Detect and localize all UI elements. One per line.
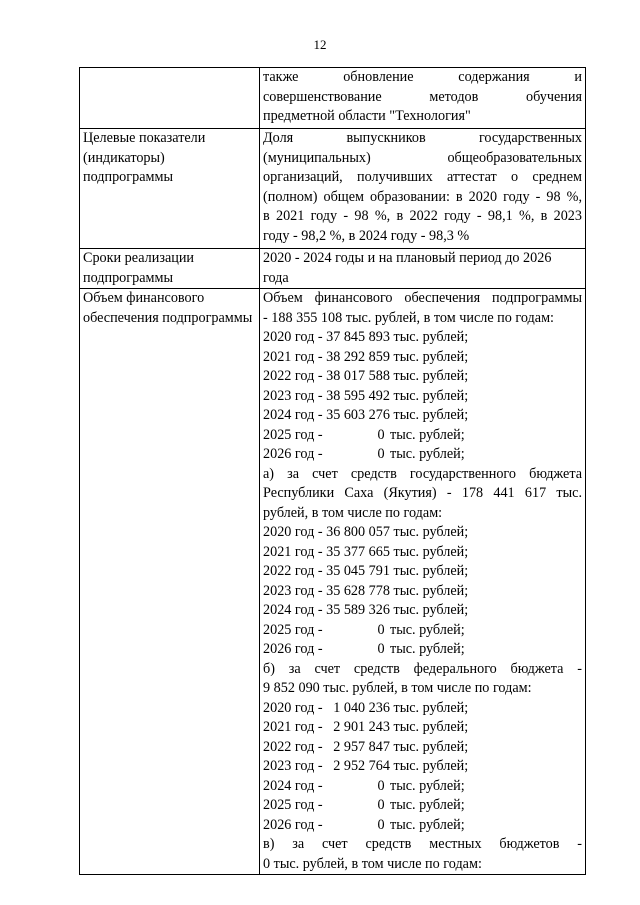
row-value (260, 68, 586, 129)
year-label: 2024 год - (263, 777, 323, 794)
year-amount-line (263, 796, 582, 816)
year-label: 2026 год - (263, 816, 323, 833)
year-label: 2025 год - (263, 426, 323, 443)
text-line: 2020 - 2024 годы и на плановый период до 2026 (263, 250, 552, 266)
amount-value: 1 040 236 (333, 699, 390, 716)
amount-value: 2 957 847 (333, 738, 390, 755)
amount-value: 0 (377, 816, 385, 833)
year-amount-line: 2021 год - 38 292 859 тыс. рублей; (263, 348, 469, 365)
year-label: 2025 год - (263, 797, 323, 813)
amount-value: 0 (377, 777, 385, 794)
text-line: Доля выпускников государственных (263, 130, 582, 146)
text-line: Республики Саха (Якутия) - 178 441 617 тыс. (263, 485, 582, 501)
amount-value: 0 (377, 797, 385, 813)
year-label: 2022 год - (263, 738, 323, 755)
text-line: (полном) общем образовании: в 2020 году - 98 %, (263, 188, 582, 205)
amount-unit: тыс. рублей; (390, 777, 465, 794)
year-amount-line (263, 445, 582, 465)
row-label: Сроки реализации подпрограммы (80, 249, 260, 289)
text-line: в) за счет средств местных бюджетов - (263, 836, 582, 852)
row-label (80, 68, 260, 129)
row-value (260, 129, 586, 249)
amount-unit: тыс. рублей; (393, 738, 469, 755)
year-amount-line: 2022 год - 38 017 588 тыс. рублей; (263, 368, 469, 384)
text-line: предметной области "Технология" (263, 108, 471, 124)
amount-value: 0 (377, 641, 385, 657)
amount-value: 0 (377, 621, 385, 638)
year-label: 2026 год - (263, 641, 323, 657)
year-amount-line (263, 777, 582, 797)
row-value (260, 249, 586, 289)
amount-unit: тыс. рублей; (393, 699, 469, 716)
amount-value: 2 952 764 (333, 758, 390, 774)
year-amount-line: 2024 год - 35 589 326 тыс. рублей; (263, 602, 469, 618)
subprogram-passport-table (79, 67, 586, 875)
amount-unit: тыс. рублей; (390, 816, 465, 833)
row-label: Объем финансового обеспечения подпрограммы (80, 289, 260, 875)
text-line: б) за счет средств федерального бюджета - (263, 660, 582, 677)
year-amount-line: 2024 год - 35 603 276 тыс. рублей; (263, 407, 469, 423)
year-label: 2020 год - (263, 699, 323, 716)
table-row (80, 129, 586, 249)
amount-unit: тыс. рублей; (393, 719, 469, 735)
text-line: рублей, в том числе по годам: (263, 504, 443, 521)
row-label: Целевые показатели (индикаторы) подпрограммы (80, 129, 260, 249)
text-line: совершенствование методов обучения (263, 88, 582, 105)
year-label: 2026 год - (263, 446, 323, 462)
text-line: а) за счет средств государственного бюджета (263, 465, 582, 482)
year-label: 2021 год - (263, 719, 323, 735)
amount-value: 0 (377, 426, 385, 443)
amount-unit: тыс. рублей; (390, 426, 465, 443)
year-amount-line: 2023 год - 38 595 492 тыс. рублей; (263, 387, 469, 404)
table-row (80, 289, 586, 875)
year-amount-line (263, 757, 582, 777)
year-amount-line (263, 640, 582, 660)
amount-unit: тыс. рублей; (393, 758, 469, 774)
text-line: в 2021 году - 98 %, в 2022 году - 98,1 %, в 2023 (263, 208, 582, 224)
year-amount-line (263, 816, 582, 836)
year-amount-line: 2020 год - 37 845 893 тыс. рублей; (263, 329, 469, 345)
year-amount-line: 2020 год - 36 800 057 тыс. рублей; (263, 524, 469, 540)
page-number: 12 (313, 37, 327, 52)
text-line: 0 тыс. рублей, в том числе по годам: (263, 855, 482, 872)
text-line: году - 98,2 %, в 2024 году - 98,3 % (263, 227, 470, 244)
year-amount-line: 2022 год - 35 045 791 тыс. рублей; (263, 563, 469, 579)
row-value (260, 289, 586, 875)
year-label: 2025 год - (263, 621, 323, 638)
text-line: (муниципальных) общеобразовательных (263, 149, 582, 166)
year-amount-line (263, 621, 582, 641)
amount-unit: тыс. рублей; (390, 621, 465, 638)
amount-unit: тыс. рублей; (390, 641, 465, 657)
amount-unit: тыс. рублей; (390, 446, 465, 462)
year-amount-line: 2021 год - 35 377 665 тыс. рублей; (263, 543, 469, 560)
amount-value: 2 901 243 (333, 719, 390, 735)
year-amount-line (263, 718, 582, 738)
text-line: организаций, получивших аттестат о среднем (263, 169, 582, 185)
table-row (80, 249, 586, 289)
year-amount-line (263, 738, 582, 758)
text-line: также обновление содержания и (263, 69, 582, 85)
text-line: 9 852 090 тыс. рублей, в том числе по годам: (263, 680, 532, 696)
text-line: года (263, 269, 289, 286)
amount-value: 0 (377, 446, 385, 462)
year-amount-line: 2023 год - 35 628 778 тыс. рублей; (263, 582, 469, 599)
year-amount-line (263, 426, 582, 446)
text-line: - 188 355 108 тыс. рублей, в том числе по годам: (263, 309, 554, 326)
year-amount-line (263, 699, 582, 719)
text-line: Объем финансового обеспечения подпрограммы (263, 290, 582, 306)
amount-unit: тыс. рублей; (390, 797, 465, 813)
year-label: 2023 год - (263, 758, 323, 774)
table-row (80, 68, 586, 129)
